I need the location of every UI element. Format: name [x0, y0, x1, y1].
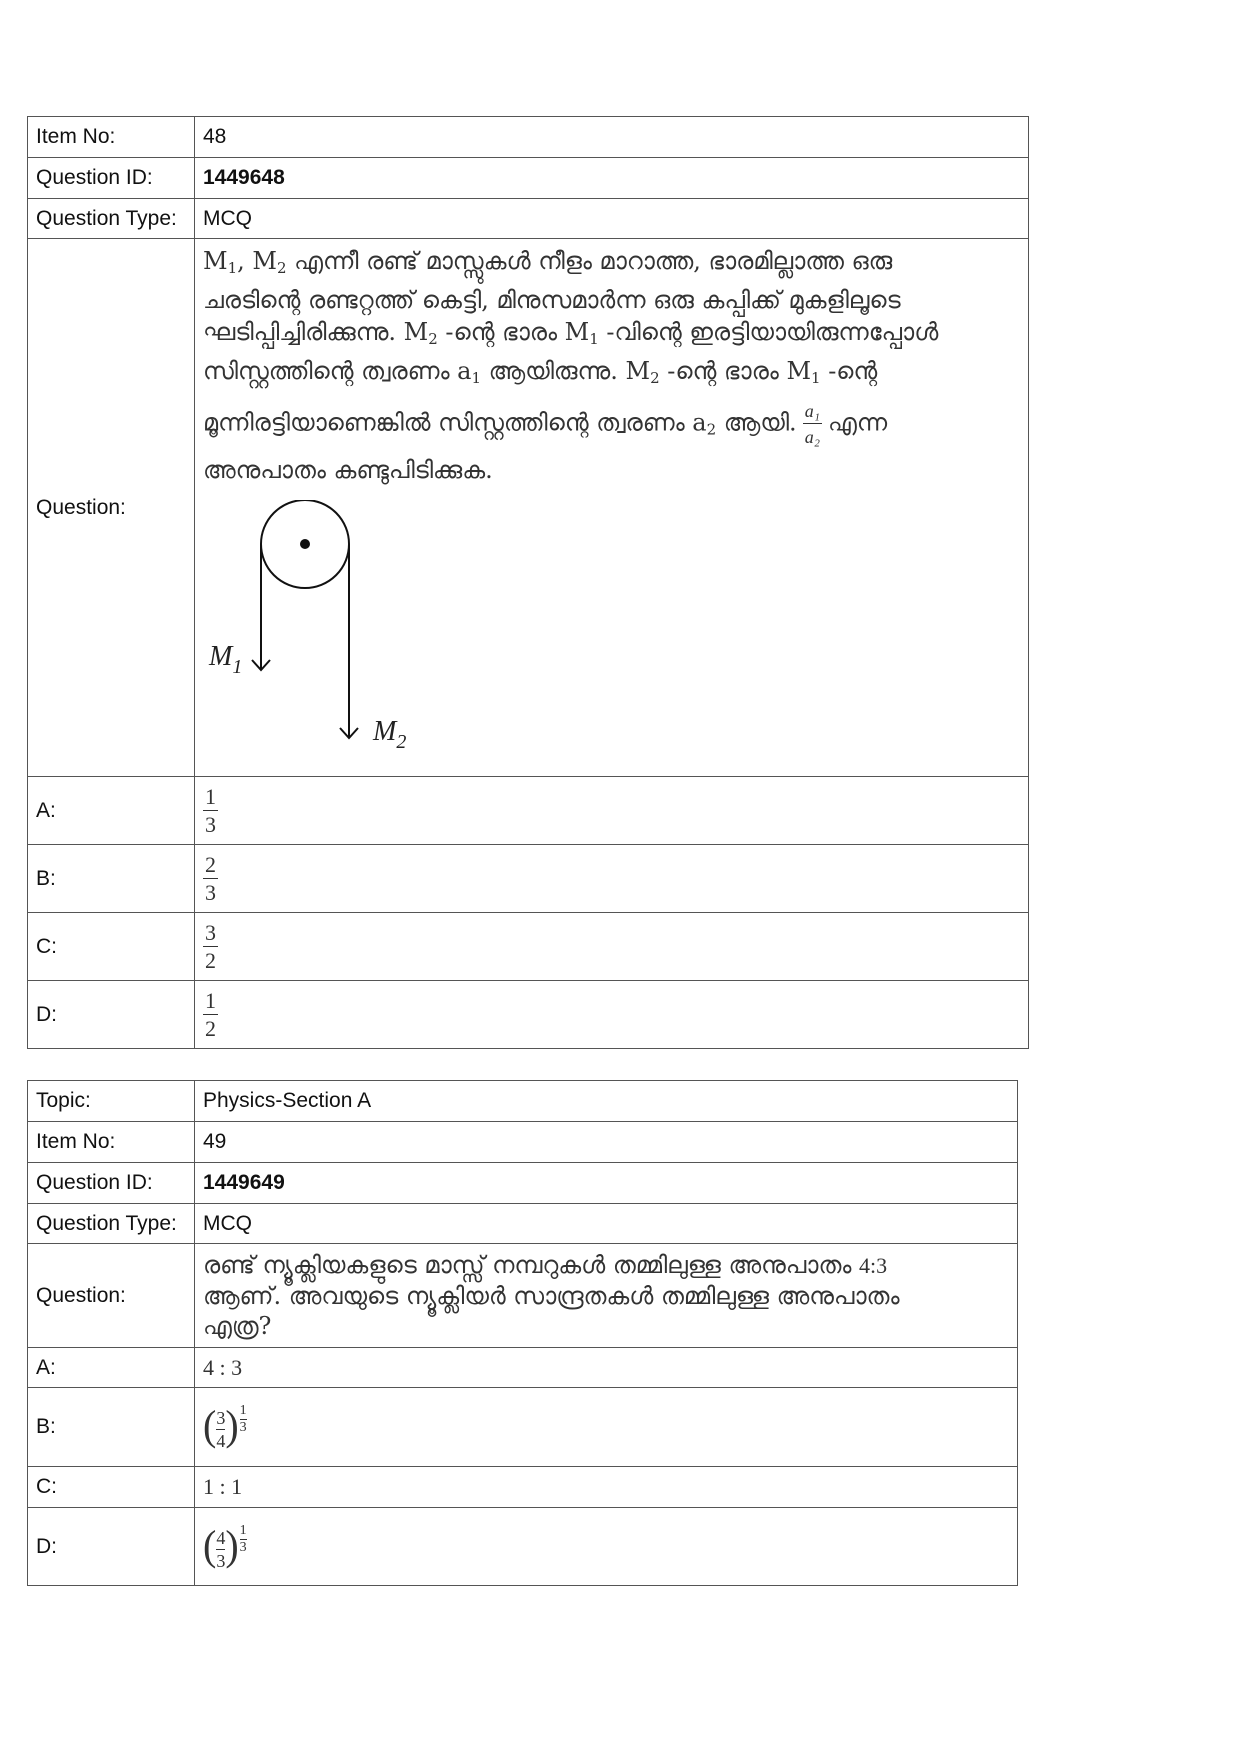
option-a-value: 4 : 3	[195, 1348, 1018, 1388]
question-label: Question:	[28, 1244, 195, 1348]
option-c-value: $\frac{3}{2}$	[195, 913, 1029, 981]
option-d-value: ( $\frac{4}{3}$ ) $\frac{1}{3}$	[195, 1508, 1018, 1586]
topic-value: Physics-Section A	[195, 1081, 1018, 1122]
question-line-3: ഘടിപ്പിച്ചിരിക്കുന്നു. $M_2$ -ന്റെ ഭാരം $M_1$ -വിന്റെ ഇരട്ടിയായിരുന്നപ്പോൾ	[203, 318, 939, 348]
question-table-49	[27, 1080, 1018, 1586]
topic-label: Topic:	[28, 1081, 195, 1122]
option-b-label: B:	[28, 845, 195, 913]
question-type-value: MCQ	[195, 1204, 1018, 1244]
item-no-value: 49	[195, 1122, 1018, 1163]
question-text	[203, 1250, 1009, 1341]
option-a-label: A:	[28, 1348, 195, 1388]
question-body	[195, 1244, 1018, 1348]
option-c-label: C:	[28, 1467, 195, 1508]
label-m1: $M_1$	[209, 641, 243, 678]
option-d-value: $\frac{1}{2}$	[195, 981, 1029, 1049]
question-type-label: Question Type:	[28, 199, 195, 239]
option-b-value: ( $\frac{3}{4}$ ) $\frac{1}{3}$	[195, 1388, 1018, 1467]
question-line-6: അനുപാതം കണ്ടുപിടിക്കുക.	[203, 456, 493, 484]
question-line-4: സിസ്റ്റത്തിന്റെ ത്വരണം $a_1$ ആയിരുന്നു. $M_2$ -ന്റെ ഭാരം $M_1$ -ന്റെ	[203, 357, 878, 387]
question-text	[203, 245, 1020, 486]
pulley-axle	[300, 539, 310, 549]
question-type-label: Question Type:	[28, 1204, 195, 1244]
question-id-value: 1449649	[195, 1163, 1018, 1204]
question-id-label: Question ID:	[28, 158, 195, 199]
pulley-diagram	[203, 500, 463, 772]
label-m2: $M_2$	[373, 716, 407, 753]
question-table-48	[27, 116, 1029, 1049]
option-b-value: $\frac{2}{3}$	[195, 845, 1029, 913]
question-line-2: ചരടിന്റെ രണ്ടറ്റത്ത് കെട്ടി, മിനുസമാർന്ന ഒരു കപ്പിക്ക് മുകളിലൂടെ	[203, 286, 901, 314]
item-no-value: 48	[195, 117, 1029, 158]
question-line-1: $M_1$, $M_2$ എന്നീ രണ്ട് മാസ്സുകൾ നീളം മാറാത്ത, ഭാരമില്ലാത്ത ഒരു	[203, 247, 893, 277]
question-id-label: Question ID:	[28, 1163, 195, 1204]
ratio-fraction: $\frac{\text{a₁}}{\text{a₂}}$	[804, 401, 820, 447]
question-label: Question:	[28, 239, 195, 777]
question-type-value: MCQ	[195, 199, 1029, 239]
question-line-2: ആണ്. അവയുടെ ന്യൂക്ലിയർ സാന്ദ്രതകൾ തമ്മിലുള്ള അനുപാതം	[203, 1282, 900, 1310]
option-a-value: $\frac{1}{3}$	[195, 777, 1029, 845]
option-d-label: D:	[28, 981, 195, 1049]
item-no-label: Item No:	[28, 1122, 195, 1163]
question-line-1: രണ്ട് ന്യൂക്ലിയകളുടെ മാസ്സ് നമ്പറുകൾ തമ്മിലുള്ള അനുപാതം 4:3	[203, 1251, 888, 1279]
option-a-label: A:	[28, 777, 195, 845]
option-d-label: D:	[28, 1508, 195, 1586]
item-no-label: Item No:	[28, 117, 195, 158]
option-b-label: B:	[28, 1388, 195, 1467]
question-line-5: മൂന്നിരട്ടിയാണെങ്കിൽ സിസ്റ്റത്തിന്റെ ത്വരണം $a_2$ ആയി. $\frac{\text{a₁}}{\text{a₂}}$ എന്ന	[203, 401, 888, 447]
question-id-value: 1449648	[195, 158, 1029, 199]
question-line-3: എത്ര?	[203, 1312, 272, 1340]
option-c-value: 1 : 1	[195, 1467, 1018, 1508]
question-body	[195, 239, 1029, 777]
option-c-label: C:	[28, 913, 195, 981]
